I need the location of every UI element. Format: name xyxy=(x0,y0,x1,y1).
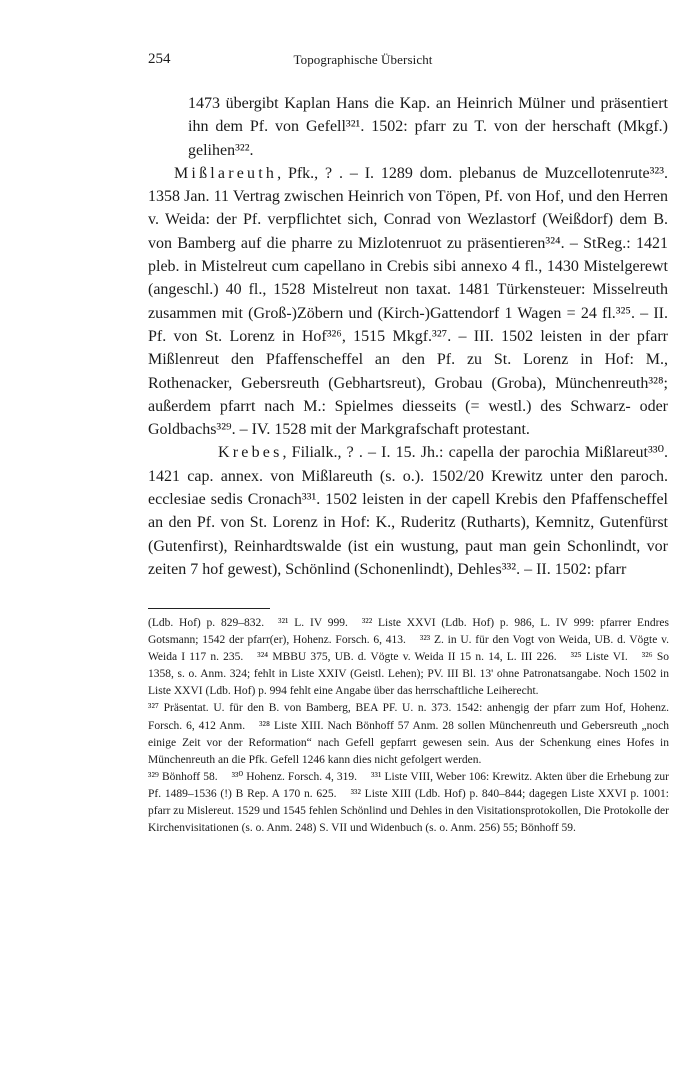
footnote-324: ³²⁴ MBBU 375, UB. d. Vögte v. Weida II 15 n. 14, L. III 226. xyxy=(257,651,557,664)
footnote-326: ³²⁶ So 1358, s. o. Anm. 324; fehlt in Liste XXIV (Geistl. Lehen); PV. III Bl. 13' ohne Patronatsangabe. Noch 1502 in Liste XXVI (Ldb. Hof) p. 994 fehlt eine Angabe über das herrschaftliche Leiherecht. xyxy=(148,651,669,698)
footnote-group-3 xyxy=(148,769,669,837)
footnote-321: ³²¹ L. IV 999. xyxy=(278,617,348,629)
entry-krebes xyxy=(148,441,668,581)
footnotes xyxy=(148,615,669,837)
entry-body-misslareuth: , Pfk., ? . – I. 1289 dom. plebanus de Muzcellotenrute³²³. 1358 Jan. 11 Vertrag zwischen Heinrich von Töpen, Pf. von Hof, und den Herren v. Weida: der Pf. verpflichtet sich, Conrad von Wezlastorf (Weißdorf) dem B. von Bamberg auf die pharre zu Mizlotenruot zu präsentieren³²⁴. – StReg.: 1421 pleb. in Mistelreut cum capellano in Crebis sibi annexo 4 fl., 1430 Mistelgerewt (angeschl.) 40 fl., 1528 Mistelreut non taxat. 1481 Türkensteuer: Misselreuth zusammen mit (Groß-)Zöbern und (Kirch-)Gattendorf 1 Wagen = 24 fl.³²⁵. – II. Pf. von St. Lorenz in Hof³²⁶, 1515 Mkgf.³²⁷. – III. 1502 leisten in der pfarr Mißlenreut den Pfaffenscheffel an den Pf. zu St. Lorenz in Hof: M., Rothenacker, Gebersreuth (Gebhartsreut), Grobau (Groba), Münchenreuth³²⁸; außerdem pfarrt nach M.: Spielmes diesseits (= westl.) des Schwarz- oder Goldbachs³²⁹. – IV. 1528 mit der Markgrafschaft protestant. xyxy=(148,164,668,439)
running-title: Topographische Übersicht xyxy=(293,52,433,67)
footnote-332: ³³² Liste XIII (Ldb. Hof) p. 840–844; dagegen Liste XXVI p. 1001: pfarr zu Mislereut. 1529 und 1545 fehlen Schönlind und Dehles in den Visitationsprotokollen, Die Protokolle der Kirchenvisitationen (s. o. Anm. 248) S. VII und Widenbuch (s. o. Anm. 256) 55; Bönhoff 59. xyxy=(148,787,669,835)
entry-body-krebes: , Filialk., ? . – I. 15. Jh.: capella der parochia Mißlareut³³⁰. 1421 cap. annex. von Mißlareuth (s. o.). 1502/20 Krewitz unter den paroch. ecclesiae sedis Cronach³³¹. 1502 leisten in der capell Krebis den Pfaffenscheffel an den Pf. von St. Lorenz in Hof: K., Ruderitz (Rutharts), Kemnitz, Gutenfürst (Gutenfirst), Reinhardtswalde (ist ein wustung, paut man gein Schonlindt, vor zeiten 7 hof gewest), Schönlind (Schonenlindt), Dehles³³². – II. 1502: pfarr xyxy=(148,444,668,578)
footnote-group-2 xyxy=(148,700,669,768)
entry-heading-misslareuth: Mißlareuth xyxy=(174,164,278,182)
main-text xyxy=(148,92,668,581)
footnote-330: ³³⁰ Hohenz. Forsch. 4, 319. xyxy=(231,770,358,783)
footnote-327: ³²⁷ Präsentat. U. für den B. von Bamberg, BEA PF. U. n. 373. 1542: anhengig der pfarr zum Hof, Hohenz. Forsch. 6, 412 Anm. xyxy=(148,702,669,732)
running-head xyxy=(148,51,578,73)
footnote-separator xyxy=(148,608,270,609)
footnote-group-1 xyxy=(148,615,669,700)
paragraph-continuation: 1473 übergibt Kaplan Hans die Kap. an Heinrich Mülner und präsentiert ihn dem Pf. von Gefell³²¹. 1502: pfarr zu T. von der herschaft (Mkgf.) gelihen³²². xyxy=(188,95,668,159)
footnote-325: ³²⁵ Liste VI. xyxy=(570,651,628,664)
footnote-322: ³²² Liste XXVI (Ldb. Hof) p. 986, L. IV 999: pfarrer Endres Gotsmann; 1542 der pfarr(er), Hohenz. Forsch. 6, 413. xyxy=(148,617,669,647)
entry-misslareuth xyxy=(148,162,668,442)
entry-heading-krebes: Krebes xyxy=(218,444,283,462)
footnote-328: ³²⁸ Liste XIII. Nach Bönhoff 57 Anm. 28 sollen Münchenreuth und Gebersreuth „noch einige Zeit vor der Reformation“ nach Gefell gepfarrt gewesen sein. Aus der Schenkung eines Hofes in Münchenreuth an die Pfk. Gefell 1246 kann dies nicht gefolgert werden. xyxy=(148,719,669,766)
footnote-323: ³²³ Z. in U. für den Vogt von Weida, UB. d. Vögte v. Weida I 117 n. 235. xyxy=(148,634,669,664)
footnote-329: ³²⁹ Bönhoff 58. xyxy=(148,770,218,783)
footnote-continuation: (Ldb. Hof) p. 829–832. xyxy=(148,617,265,629)
footnote-331: ³³¹ Liste VIII, Weber 106: Krewitz. Akten über die Erhebung zur Pf. 1489–1536 (!) B Rep. A 170 n. 625. xyxy=(148,770,669,800)
page-number: 254 xyxy=(148,51,171,67)
